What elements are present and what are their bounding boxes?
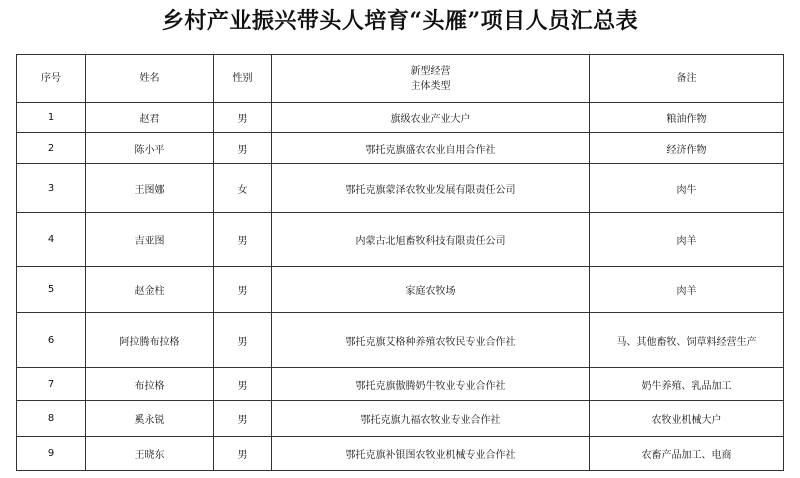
cell-index: 2	[17, 133, 86, 164]
cell-entity-type: 鄂托克旗盛农农业自用合作社	[272, 133, 590, 164]
cell-remarks: 农牧业机械大户	[590, 401, 784, 437]
header-name: 姓名	[86, 55, 214, 103]
cell-remarks: 肉牛	[590, 164, 784, 213]
header-entity-type-line2: 主体类型	[410, 80, 451, 92]
cell-remarks: 马、其他畜牧、饲草料经营生产	[590, 313, 784, 368]
cell-name: 奚永锐	[86, 401, 214, 437]
cell-name: 阿拉腾布拉格	[86, 313, 214, 368]
cell-index: 7	[17, 368, 86, 401]
cell-entity-type: 鄂托克旗蒙泽农牧业发展有限责任公司	[272, 164, 590, 213]
cell-gender: 男	[214, 213, 272, 267]
table-row	[17, 401, 784, 437]
cell-index: 3	[17, 164, 86, 213]
cell-name: 吉亚图	[86, 213, 214, 267]
cell-remarks: 肉羊	[590, 213, 784, 267]
header-entity-type	[272, 55, 590, 103]
cell-name: 赵金柱	[86, 267, 214, 313]
personnel-summary-table	[16, 54, 784, 471]
cell-remarks: 粮油作物	[590, 103, 784, 133]
cell-gender: 男	[214, 437, 272, 471]
cell-remarks: 肉羊	[590, 267, 784, 313]
cell-gender: 男	[214, 267, 272, 313]
cell-entity-type: 内蒙古北旭畜牧科技有限责任公司	[272, 213, 590, 267]
table-row	[17, 267, 784, 313]
cell-name: 布拉格	[86, 368, 214, 401]
table-row	[17, 437, 784, 471]
cell-name: 赵君	[86, 103, 214, 133]
table-row	[17, 368, 784, 401]
cell-entity-type: 旗级农业产业大户	[272, 103, 590, 133]
cell-index: 5	[17, 267, 86, 313]
table-row	[17, 133, 784, 164]
header-remarks: 备注	[590, 55, 784, 103]
cell-index: 4	[17, 213, 86, 267]
document-title: 乡村产业振兴带头人培育“头雁”项目人员汇总表	[161, 8, 639, 34]
cell-index: 8	[17, 401, 86, 437]
cell-index: 6	[17, 313, 86, 368]
cell-gender: 男	[214, 368, 272, 401]
cell-remarks: 农畜产品加工、电商	[590, 437, 784, 471]
cell-gender: 男	[214, 401, 272, 437]
cell-gender: 男	[214, 103, 272, 133]
table-header-row	[17, 55, 784, 103]
table-row	[17, 213, 784, 267]
table-row	[17, 313, 784, 368]
header-entity-type-line1: 新型经营	[410, 65, 451, 77]
cell-remarks: 经济作物	[590, 133, 784, 164]
cell-entity-type: 鄂托克旗傲腾奶牛牧业专业合作社	[272, 368, 590, 401]
header-index: 序号	[17, 55, 86, 103]
header-gender: 性别	[214, 55, 272, 103]
table-row	[17, 103, 784, 133]
cell-index: 1	[17, 103, 86, 133]
cell-gender: 女	[214, 164, 272, 213]
cell-name: 王晓东	[86, 437, 214, 471]
cell-gender: 男	[214, 313, 272, 368]
cell-entity-type: 鄂托克旗补银图农牧业机械专业合作社	[272, 437, 590, 471]
cell-entity-type: 鄂托克旗艾格种养殖农牧民专业合作社	[272, 313, 590, 368]
cell-remarks: 奶牛养殖、乳品加工	[590, 368, 784, 401]
cell-name: 陈小平	[86, 133, 214, 164]
cell-entity-type: 鄂托克旗九福农牧业专业合作社	[272, 401, 590, 437]
cell-gender: 男	[214, 133, 272, 164]
cell-entity-type: 家庭农牧场	[272, 267, 590, 313]
cell-name: 王图娜	[86, 164, 214, 213]
table-row	[17, 164, 784, 213]
cell-index: 9	[17, 437, 86, 471]
